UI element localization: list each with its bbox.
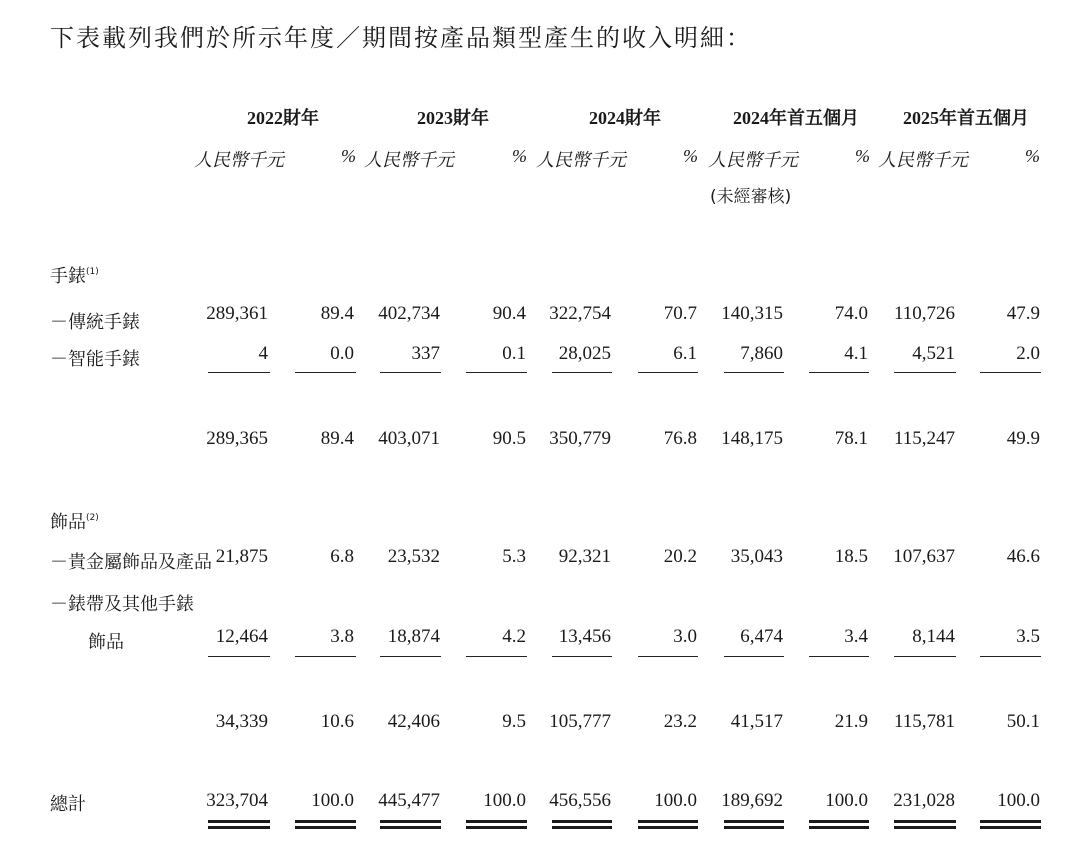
- row-label-traditional: －傳統手錶: [50, 312, 140, 333]
- cell-straps-7: 3.4: [844, 626, 868, 647]
- cell-accessories-subtotal-8: 115,781: [893, 711, 955, 732]
- cell-straps-8: 8,144: [912, 626, 955, 647]
- row-label-precious: －貴金屬飾品及產品: [50, 552, 212, 573]
- cell-smart-3: 0.1: [502, 343, 526, 364]
- subtotal-rule-0-1: [295, 372, 356, 373]
- cell-straps-1: 3.8: [330, 626, 354, 647]
- total-double-rule-4: [552, 820, 612, 829]
- subtotal-rule-1-8: [894, 656, 956, 657]
- cell-traditional-8: 110,726: [893, 303, 955, 324]
- total-double-rule-7: [809, 820, 869, 829]
- cell-total-5: 100.0: [654, 790, 697, 811]
- cell-accessories-subtotal-9: 50.1: [1006, 711, 1040, 732]
- cell-smart-9: 2.0: [1016, 343, 1040, 364]
- cell-watches-subtotal-9: 49.9: [1006, 428, 1040, 449]
- cell-total-3: 100.0: [483, 790, 526, 811]
- cell-smart-0: 4: [258, 343, 268, 364]
- subtotal-rule-0-3: [466, 372, 527, 373]
- cell-traditional-9: 47.9: [1006, 303, 1040, 324]
- subtotal-rule-1-9: [980, 656, 1041, 657]
- footnote-2: (2): [86, 513, 99, 523]
- cell-watches-subtotal-6: 148,175: [721, 428, 783, 449]
- total-double-rule-0: [208, 820, 270, 829]
- subtotal-rule-0-7: [809, 372, 869, 373]
- period-header-2025-5m: 2025年首五個月: [903, 108, 1029, 128]
- section-accessories: [50, 508, 99, 534]
- cell-precious-9: 46.6: [1006, 546, 1040, 567]
- cell-accessories-subtotal-3: 9.5: [502, 711, 526, 732]
- total-double-rule-9: [980, 820, 1041, 829]
- cell-precious-4: 92,321: [558, 546, 611, 567]
- cell-watches-subtotal-8: 115,247: [893, 428, 955, 449]
- cell-traditional-7: 74.0: [834, 303, 868, 324]
- cell-smart-2: 337: [411, 343, 440, 364]
- subtotal-rule-0-6: [724, 372, 784, 373]
- subtotal-rule-0-2: [380, 372, 441, 373]
- total-double-rule-2: [380, 820, 441, 829]
- cell-watches-subtotal-7: 78.1: [834, 428, 868, 449]
- pct-header-2023: %: [512, 146, 527, 166]
- cell-accessories-subtotal-2: 42,406: [387, 711, 440, 732]
- subtotal-rule-0-0: [208, 372, 270, 373]
- subtotal-rule-0-5: [638, 372, 698, 373]
- cell-smart-4: 28,025: [558, 343, 611, 364]
- cell-total-7: 100.0: [825, 790, 868, 811]
- total-double-rule-1: [295, 820, 356, 829]
- period-header-2024-5m: 2024年首五個月: [733, 108, 859, 128]
- cell-traditional-5: 70.7: [663, 303, 697, 324]
- total-double-rule-5: [638, 820, 698, 829]
- cell-total-6: 189,692: [721, 790, 783, 811]
- unit-header-2024-5m: 人民幣千元: [708, 150, 798, 171]
- subtotal-rule-1-2: [380, 656, 441, 657]
- total-double-rule-3: [466, 820, 527, 829]
- cell-traditional-6: 140,315: [721, 303, 783, 324]
- subtotal-rule-1-4: [552, 656, 612, 657]
- cell-straps-4: 13,456: [558, 626, 611, 647]
- cell-smart-8: 4,521: [912, 343, 955, 364]
- cell-accessories-subtotal-4: 105,777: [549, 711, 611, 732]
- row-label-total: 總計: [50, 794, 86, 815]
- cell-watches-subtotal-0: 289,365: [206, 428, 268, 449]
- subtotal-rule-1-0: [208, 656, 270, 657]
- subtotal-rule-1-3: [466, 656, 527, 657]
- cell-smart-7: 4.1: [844, 343, 868, 364]
- unaudited-note: (未經審核): [710, 187, 792, 207]
- cell-watches-subtotal-4: 350,779: [549, 428, 611, 449]
- cell-precious-7: 18.5: [834, 546, 868, 567]
- pct-header-2024-5m: %: [855, 146, 870, 166]
- cell-traditional-1: 89.4: [320, 303, 354, 324]
- section-accessories-label: 飾品: [50, 512, 86, 533]
- subtotal-rule-0-9: [980, 372, 1041, 373]
- cell-watches-subtotal-3: 90.5: [492, 428, 526, 449]
- cell-total-8: 231,028: [893, 790, 955, 811]
- unit-header-2023: 人民幣千元: [364, 150, 454, 171]
- section-watches-label: 手錶: [50, 266, 86, 287]
- row-label-smart: －智能手錶: [50, 349, 140, 370]
- pct-header-2024: %: [683, 146, 698, 166]
- cell-total-2: 445,477: [378, 790, 440, 811]
- subtotal-rule-0-8: [894, 372, 956, 373]
- cell-total-0: 323,704: [206, 790, 268, 811]
- subtotal-rule-0-4: [552, 372, 612, 373]
- unit-header-2025-5m: 人民幣千元: [878, 150, 968, 171]
- row-label-straps: －錶帶及其他手錶: [50, 594, 194, 615]
- cell-accessories-subtotal-0: 34,339: [215, 711, 268, 732]
- period-header-2022: 2022財年: [247, 108, 319, 128]
- cell-straps-2: 18,874: [387, 626, 440, 647]
- subtotal-rule-1-7: [809, 656, 869, 657]
- cell-straps-3: 4.2: [502, 626, 526, 647]
- cell-straps-0: 12,464: [215, 626, 268, 647]
- pct-header-2022: %: [341, 146, 356, 166]
- cell-precious-3: 5.3: [502, 546, 526, 567]
- cell-watches-subtotal-5: 76.8: [663, 428, 697, 449]
- cell-precious-5: 20.2: [663, 546, 697, 567]
- cell-traditional-0: 289,361: [206, 303, 268, 324]
- period-header-2023: 2023財年: [417, 108, 489, 128]
- row-label-straps-cont: 飾品: [88, 632, 124, 653]
- cell-traditional-3: 90.4: [492, 303, 526, 324]
- cell-total-4: 456,556: [549, 790, 611, 811]
- cell-straps-9: 3.5: [1016, 626, 1040, 647]
- cell-watches-subtotal-2: 403,071: [378, 428, 440, 449]
- pct-header-2025-5m: %: [1025, 146, 1040, 166]
- cell-accessories-subtotal-5: 23.2: [663, 711, 697, 732]
- cell-total-9: 100.0: [997, 790, 1040, 811]
- total-double-rule-6: [724, 820, 784, 829]
- cell-accessories-subtotal-1: 10.6: [320, 711, 354, 732]
- cell-precious-8: 107,637: [893, 546, 955, 567]
- subtotal-rule-1-5: [638, 656, 698, 657]
- cell-traditional-2: 402,734: [378, 303, 440, 324]
- period-header-2024: 2024財年: [589, 108, 661, 128]
- subtotal-rule-1-6: [724, 656, 784, 657]
- section-watches: [50, 262, 99, 288]
- cell-precious-0: 21,875: [215, 546, 268, 567]
- intro-text: 下表載列我們於所示年度／期間按產品類型產生的收入明細：: [50, 24, 752, 52]
- total-double-rule-8: [894, 820, 956, 829]
- cell-precious-6: 35,043: [730, 546, 783, 567]
- cell-precious-1: 6.8: [330, 546, 354, 567]
- cell-accessories-subtotal-7: 21.9: [834, 711, 868, 732]
- cell-smart-1: 0.0: [330, 343, 354, 364]
- cell-straps-5: 3.0: [673, 626, 697, 647]
- cell-straps-6: 6,474: [740, 626, 783, 647]
- subtotal-rule-1-1: [295, 656, 356, 657]
- cell-traditional-4: 322,754: [549, 303, 611, 324]
- cell-accessories-subtotal-6: 41,517: [730, 711, 783, 732]
- cell-precious-2: 23,532: [387, 546, 440, 567]
- unit-header-2024: 人民幣千元: [536, 150, 626, 171]
- cell-smart-5: 6.1: [673, 343, 697, 364]
- cell-total-1: 100.0: [311, 790, 354, 811]
- cell-smart-6: 7,860: [740, 343, 783, 364]
- cell-watches-subtotal-1: 89.4: [320, 428, 354, 449]
- footnote-1: (1): [86, 267, 99, 277]
- unit-header-2022: 人民幣千元: [194, 150, 284, 171]
